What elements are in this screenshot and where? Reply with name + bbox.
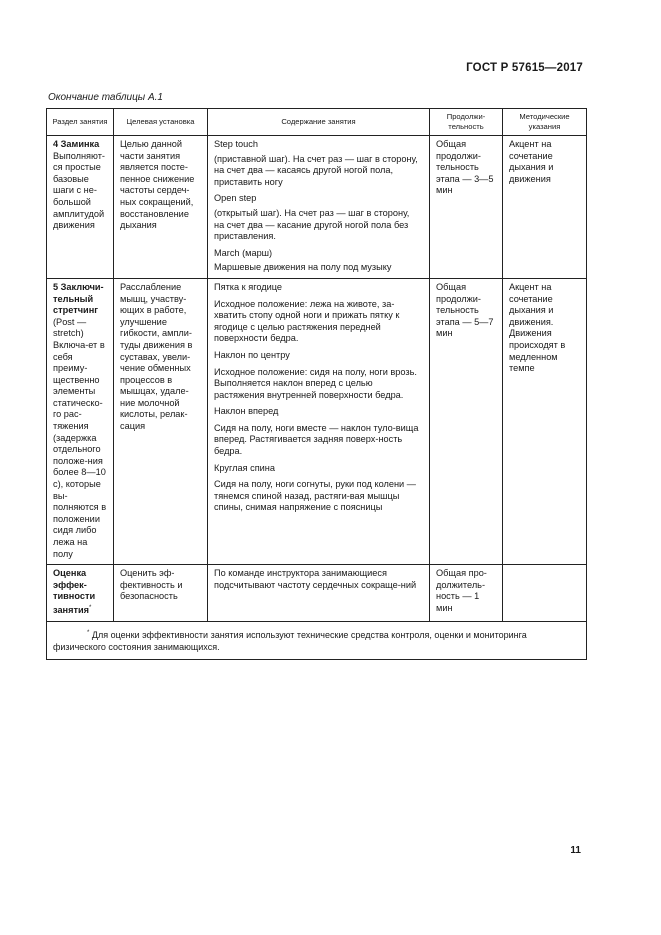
notes-cell: Акцент на сочетание дыхания и движения xyxy=(503,136,587,279)
footnote-text: Для оценки эффективности занятия используют технические средства контроля, оценки и мониторинга физического состояния занимающихся. xyxy=(53,629,527,652)
content-line: Наклон по центру xyxy=(214,349,290,360)
document-code: ГОСТ Р 57615—2017 xyxy=(466,62,583,74)
notes-cell xyxy=(503,565,587,621)
table-row xyxy=(47,278,587,564)
content-line: на счет два — касание другой ногой пола без приставления. xyxy=(214,219,409,242)
goal-cell: Целью данной части занятия является посте-пенное снижение частоты сердеч-ных сокращений, восстановление дыхания xyxy=(114,136,208,279)
footnote-cell xyxy=(47,621,587,659)
table-row xyxy=(47,565,587,621)
table-row xyxy=(47,136,587,279)
header-notes: Методические указания xyxy=(503,109,587,136)
header-section: Раздел занятия xyxy=(47,109,114,136)
section-title: 4 Заминка xyxy=(53,139,100,149)
content-line: Step touch xyxy=(214,139,258,149)
footnote-mark: * xyxy=(87,629,90,636)
section-title: 5 Заключи-тельный стретчинг xyxy=(53,281,104,316)
section-cell xyxy=(47,278,114,564)
content-line: Сидя на полу, ноги вместе — наклон туло-вища вперед. Растягивается задняя поверх-ность бедра. xyxy=(214,422,419,457)
section-title: Оценка эффек-тивности занятия xyxy=(53,568,96,616)
content-line: Маршевые движения на полу под музыку xyxy=(214,262,392,273)
content-line: Круглая спина xyxy=(214,462,275,473)
section-description: (Post — stretch) Включа-ет в себя преиму-щественно элементы статическо-го рас-тяжения (задержка отдельного положе-ния более 8—10 с), которые вы-полняются в положении сидя либо лежа на полу xyxy=(53,316,107,559)
content-cell xyxy=(208,278,430,564)
content-line: По команде инструктора занимающиеся подсчитывают частоту сердечных сокраще-ний xyxy=(214,568,417,590)
section-cell xyxy=(47,136,114,279)
goal-cell: Расслабление мышц, участву-ющих в работе, улучшение гибкости, ампли-туды движения в суставах, увели-чение обменных процессов в мышцах, удале-ние молочной кислоты, релак-сация xyxy=(114,278,208,564)
content-line: Сидя на полу, ноги согнуты, руки под колени — тянемся спиной назад, растяги-вая мышцы спины, снимая напряжение с поясницы xyxy=(214,479,416,513)
page-number: 11 xyxy=(570,845,581,856)
content-cell xyxy=(208,136,430,279)
table-caption: Окончание таблицы А.1 xyxy=(48,92,163,103)
section-description: Выполняют-ся простые базовые шаги с не-большой амплитудой движения xyxy=(53,150,105,231)
session-table xyxy=(46,108,587,660)
header-duration: Продолжи-тельность xyxy=(430,109,503,136)
duration-cell: Общая про-должитель-ность — 1 мин xyxy=(430,565,503,621)
header-goal: Целевая установка xyxy=(114,109,208,136)
content-line: (приставной шаг). На счет раз — шаг в сторону, xyxy=(214,153,418,164)
notes-cell: Акцент на сочетание дыхания и движения. Движения происходят в медленном темпе xyxy=(503,278,587,564)
content-line: (открытый шаг). На счет раз — шаг в сторону, xyxy=(214,207,410,218)
content-line: Наклон вперед xyxy=(214,406,279,417)
footnote-row xyxy=(47,621,587,659)
content-line: Open step xyxy=(214,193,257,204)
duration-cell: Общая продолжи-тельность этапа — 5—7 мин xyxy=(430,278,503,564)
goal-cell: Оценить эф-фективность и безопасность xyxy=(114,565,208,621)
content-line: на счет два — касаясь другой ногой пола, приставить ногу xyxy=(214,165,393,187)
header-content: Содержание занятия xyxy=(208,109,430,136)
content-line: Исходное положение: сидя на полу, ноги врозь. Выполняется наклон вперед с целью растяжения внутренней поверхности бедра. xyxy=(214,366,417,400)
content-cell xyxy=(208,565,430,621)
footnote-mark: * xyxy=(88,604,92,611)
content-line: Исходное положение: лежа на животе, за-хватить стопу одной ноги и прижать пятку к ягодице с целью растяжения передней поверхности бедра. xyxy=(214,298,400,344)
content-line: Пятка к ягодице xyxy=(214,281,283,292)
section-cell xyxy=(47,565,114,621)
duration-cell: Общая продолжи-тельность этапа — 3—5 мин xyxy=(430,136,503,279)
table-header-row xyxy=(47,109,587,136)
content-line: March (марш) xyxy=(214,247,273,258)
